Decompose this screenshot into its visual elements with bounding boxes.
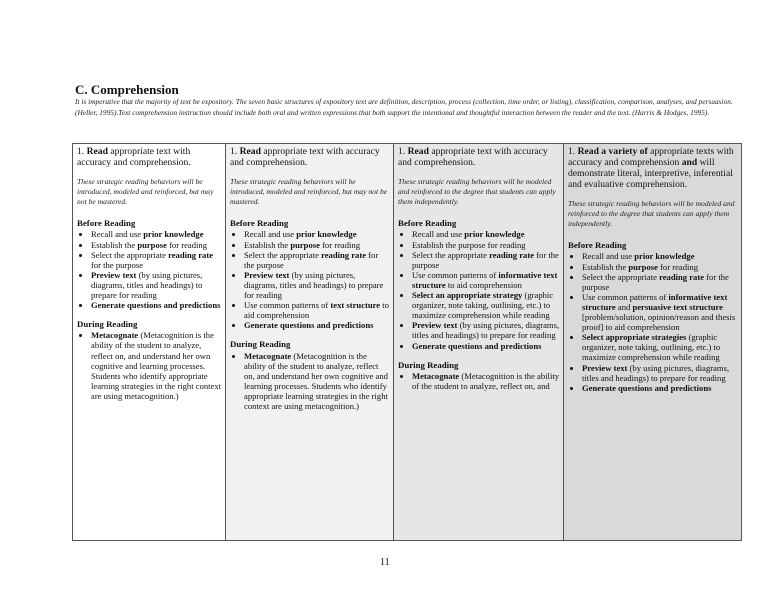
list-item: • Metacognate (Metacognition is the ability of the student to analyze, reflect on, and [412, 371, 560, 391]
list-item: • Recall and use prior knowledge [412, 229, 560, 239]
list-item: • Select the appropriate reading rate for the purpose [582, 272, 738, 292]
before-reading-heading: Before Reading [230, 218, 289, 229]
grade-column-3 [394, 144, 564, 541]
list-item: • Establish the purpose for reading [244, 240, 390, 250]
before-reading-list [398, 229, 560, 350]
mastery-note: These strategic reading behaviors will be introduced, modeled and reinforced, but may not be mastered. [77, 177, 214, 206]
mastery-note: These strategic reading behaviors will be modeled and reinforced to the degree that students can apply them independently. [568, 199, 735, 228]
list-item: • Recall and use prior knowledge [582, 251, 738, 261]
during-reading-list [77, 330, 222, 401]
list-item: • Select the appropriate reading rate for the purpose [244, 250, 390, 270]
mastery-note: These strategic reading behaviors will be modeled and reinforced to the degree that students can apply them independently. [398, 177, 556, 206]
during-reading-heading: During Reading [77, 319, 138, 330]
section-heading: C. Comprehension [75, 82, 179, 97]
list-item: • Select the appropriate reading rate for the purpose [91, 250, 222, 270]
list-item: • Establish the purpose for reading [91, 240, 222, 250]
list-item: • Establish the purpose for reading [582, 262, 738, 272]
goal-text: 1. Read appropriate text with accuracy and comprehension. [230, 146, 380, 168]
page-number: 11 [380, 557, 390, 568]
comprehension-table [72, 143, 742, 541]
list-item: • Generate questions and predictions [582, 383, 738, 393]
list-item: • Select appropriate strategies (graphic organizer, note taking, outlining, etc.) to maximize comprehension while reading [582, 332, 738, 362]
goal-text: 1. Read appropriate text with accuracy and comprehension. [77, 146, 191, 168]
grade-column-1 [73, 144, 226, 541]
grade-column-2 [226, 144, 394, 541]
list-item: • Preview text (by using pictures, diagrams, titles and headings) to prepare for reading [91, 270, 222, 300]
list-item: • Metacognate (Metacognition is the ability of the student to analyze, reflect on, and understand her own cognitive and learning processes. Students who identify appropriate learning strategies in the right context are using metacognition.) [91, 330, 222, 401]
list-item: • Use common patterns of informative text structure and persuasive text structure [problem/solution, opinion/reason and thesis proof] to aid comprehension [582, 292, 738, 332]
list-item: • Use common patterns of text structure to aid comprehension [244, 300, 390, 320]
during-reading-list [230, 351, 390, 412]
before-reading-list [77, 229, 222, 310]
list-item: • Preview text (by using pictures, diagrams, titles and headings) to prepare for reading [582, 363, 738, 383]
before-reading-heading: Before Reading [398, 218, 457, 229]
grade-column-4 [564, 144, 742, 541]
list-item: • Generate questions and predictions [412, 341, 560, 351]
before-reading-list [568, 251, 738, 392]
before-reading-list [230, 229, 390, 330]
list-item: • Preview text (by using pictures, diagrams, titles and headings) to prepare for reading [244, 270, 390, 300]
during-reading-heading: During Reading [230, 339, 291, 350]
during-reading-list [398, 371, 560, 391]
list-item: • Generate questions and predictions [91, 300, 222, 310]
intro-paragraph: It is imperative that the majority of text be expository. The seven basic structures of expository text are definition, description, process (collection, time order, or listing), classification, comparison, analyses, and persuasion. (Heller, 1995).Text comprehension instruction should include both oral and written expressions that both support the intentional and thoughtful interaction between the reader and the text. (Harris & Hodges, 1995). [75, 97, 733, 117]
list-item: • Metacognate (Metacognition is the ability of the student to analyze, reflect on, and understand her own cognitive and learning processes. Students who identify appropriate learning strategies in the right context are using metacognition.) [244, 351, 390, 412]
list-item: • Recall and use prior knowledge [91, 229, 222, 239]
before-reading-heading: Before Reading [568, 240, 627, 251]
list-item: • Select the appropriate reading rate for the purpose [412, 250, 560, 270]
list-item: • Recall and use prior knowledge [244, 229, 390, 239]
list-item: • Preview text (by using pictures, diagrams, titles and headings) to prepare for reading [412, 320, 560, 340]
goal-text: 1. Read a variety of appropriate texts with accuracy and comprehension and will demonstrate literal, interpretive, inferential and evaluative comprehension. [568, 146, 734, 190]
mastery-note: These strategic reading behaviors will be introduced, modeled and reinforced, but may not be mastered. [230, 177, 388, 206]
list-item: • Establish the purpose for reading [412, 240, 560, 250]
list-item: • Generate questions and predictions [244, 320, 390, 330]
during-reading-heading: During Reading [398, 359, 459, 370]
list-item: • Select an appropriate strategy (graphic organizer, note taking, outlining, etc.) to maximize comprehension while reading [412, 290, 560, 320]
list-item: • Use common patterns of informative text structure to aid comprehension [412, 270, 560, 290]
goal-text: 1. Read appropriate text with accuracy and comprehension. [398, 146, 548, 168]
before-reading-heading: Before Reading [77, 218, 136, 229]
